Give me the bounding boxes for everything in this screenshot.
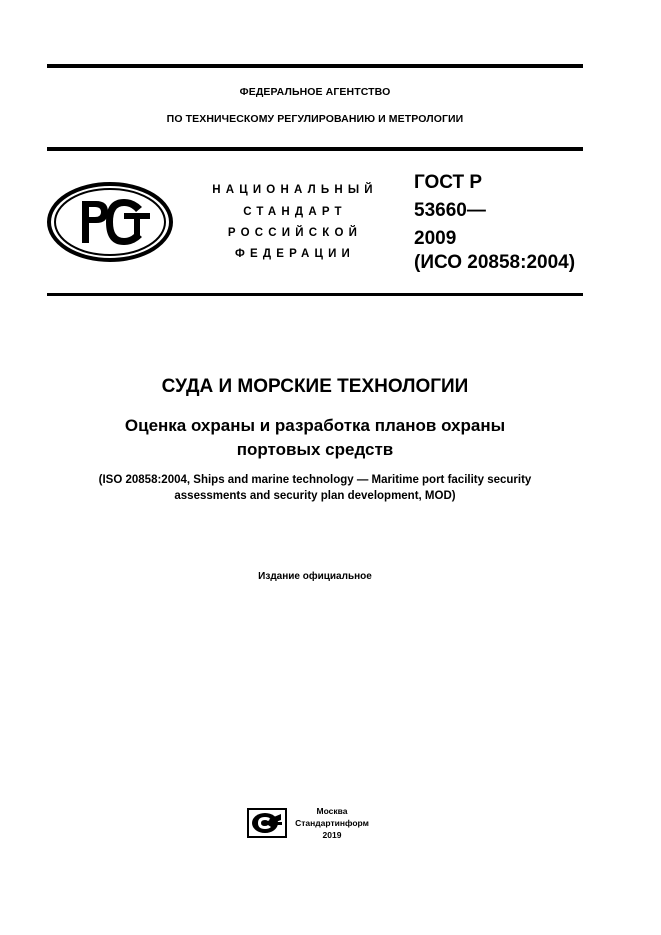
standard-designation-line-2: 53660—: [414, 200, 486, 221]
agency-line-2: ПО ТЕХНИЧЕСКОМУ РЕГУЛИРОВАНИЮ И МЕТРОЛОГИИ: [166, 113, 464, 125]
top-rule: [47, 64, 583, 68]
publisher-name: Стандартинформ: [295, 818, 369, 828]
standartinform-logo-icon: [247, 808, 287, 838]
edition-label: Издание официальное: [258, 571, 372, 582]
standard-designation-line-3: 2009: [414, 228, 457, 249]
document-subtitle-line-1: Оценка охраны и разработка планов охраны: [124, 416, 506, 435]
standard-designation-line-4: (ИСО 20858:2004): [414, 252, 576, 273]
upper-rule: [47, 147, 583, 151]
standard-designation-line-1: ГОСТ Р: [414, 172, 483, 193]
iso-reference-line-1: (ISO 20858:2004, Ships and marine technology — Maritime port facility security: [98, 474, 532, 486]
document-subtitle-line-2: портовых средств: [236, 440, 394, 459]
standard-type-line-2: СТАНДАРТ: [243, 206, 347, 218]
lower-rule: [47, 293, 583, 296]
iso-reference-line-2: assessments and security plan development, MOD): [174, 490, 456, 502]
publication-year: 2019: [322, 830, 342, 840]
rst-emblem-icon: [46, 181, 174, 263]
publisher-city: Москва: [316, 806, 348, 816]
document-title: СУДА И МОРСКИЕ ТЕХНОЛОГИИ: [161, 376, 469, 397]
standard-type-line-1: НАЦИОНАЛЬНЫЙ: [212, 184, 378, 196]
standard-type-line-4: ФЕДЕРАЦИИ: [234, 248, 356, 260]
agency-line-1: ФЕДЕРАЛЬНОЕ АГЕНТСТВО: [239, 86, 391, 98]
standard-type-line-3: РОССИЙСКОЙ: [227, 227, 363, 239]
